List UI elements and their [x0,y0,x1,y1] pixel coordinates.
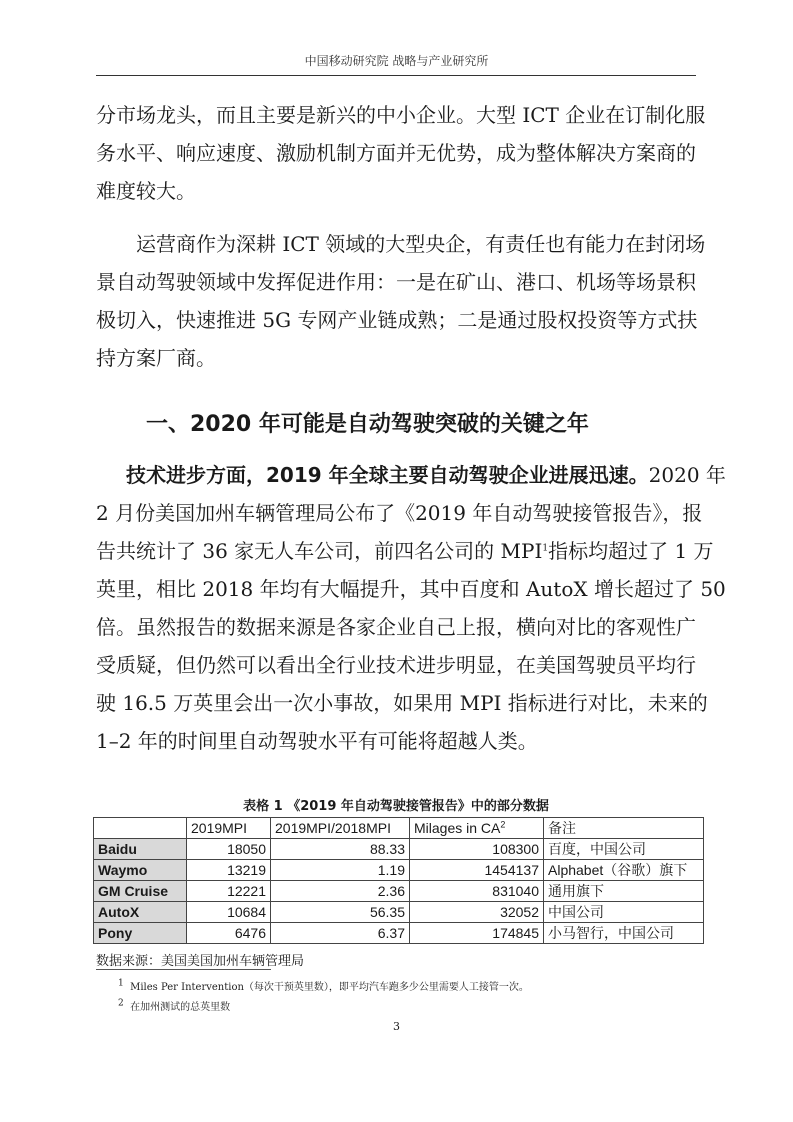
company-cell: Waymo [94,860,187,881]
header-cell-empty [94,818,187,839]
page-number: 3 [393,1020,400,1033]
table-caption: 表格 1 《2019 年自动驾驶接管报告》中的部分数据 [243,799,549,814]
milages-cell: 108300 [410,839,544,860]
milages-cell: 174845 [410,923,544,944]
paragraph-line: 分市场龙头，而且主要是新兴的中小企业。大型 ICT 企业在订制化服 [96,103,706,127]
table-row [94,860,704,881]
paragraph-text: 告共统计了 36 家无人车公司，前四名公司的 MPI [96,539,543,563]
ratio-cell: 2.36 [271,881,410,902]
paragraph-line: 极切入，快速推进 5G 专网产业链成熟；二是通过股权投资等方式扶 [96,308,698,332]
company-cell: AutoX [94,902,187,923]
ratio-cell: 56.35 [271,902,410,923]
paragraph-line: 驶 16.5 万英里会出一次小事故，如果用 MPI 指标进行对比，未来的 [96,691,708,715]
paragraph-lead-sentence: 技术进步方面，2019 年全球主要自动驾驶企业进展迅速。 [126,463,649,487]
ratio-cell: 1.19 [271,860,410,881]
paragraph-line: 运营商作为深耕 ICT 领域的大型央企，有责任也有能力在封闭场 [136,232,706,256]
table-source-note: 数据来源：美国美国加州车辆管理局 [96,954,305,969]
table-row [94,881,704,902]
paragraph-line [96,532,726,570]
milages-cell: 32052 [410,902,544,923]
footnote-text: 在加州测试的总英里数 [130,1002,231,1013]
header-divider [96,75,696,76]
footnote-divider [96,969,271,970]
mpi-cell: 6476 [187,923,271,944]
paragraph-2 [96,225,705,377]
header-cell-mpi: 2019MPI [187,818,271,839]
ratio-cell: 6.37 [271,923,410,944]
table-row [94,839,704,860]
paragraph-1 [96,96,705,210]
header-cell-ratio: 2019MPI/2018MPI [271,818,410,839]
footnote-mark: 1 [118,978,124,989]
milages-cell: 831040 [410,881,544,902]
ratio-cell: 88.33 [271,839,410,860]
paragraph-3 [96,456,726,760]
footnote-1 [118,978,529,993]
mpi-data-table [93,817,704,944]
paragraph-line: 倍。虽然报告的数据来源是各家企业自己上报，横向对比的客观性广 [96,615,696,639]
footnote-ref-2[interactable]: 2 [500,819,506,830]
milages-cell: 1454137 [410,860,544,881]
paragraph-line: 受质疑，但仍然可以看出全行业技术进步明显，在美国驾驶员平均行 [96,653,696,677]
page-header: 中国移动研究院 战略与产业研究所 [304,54,489,68]
footnote-2 [118,998,230,1013]
mpi-cell: 13219 [187,860,271,881]
table-row [94,923,704,944]
footnote-ref-1[interactable]: 1 [542,543,549,554]
paragraph-text: 指标均超过了 1 万 [548,539,714,563]
note-cell: Alphabet（谷歌）旗下 [544,860,704,881]
mpi-cell: 12221 [187,881,271,902]
company-cell: GM Cruise [94,881,187,902]
paragraph-line [96,456,726,494]
note-cell: 通用旗下 [544,881,704,902]
paragraph-line: 难度较大。 [96,179,196,203]
header-cell-milages [410,818,544,839]
paragraph-line: 持方案厂商。 [96,346,216,370]
paragraph-line: 景自动驾驶领域中发挥促进作用：一是在矿山、港口、机场等场景积 [96,270,696,294]
company-cell: Baidu [94,839,187,860]
note-cell: 小马智行，中国公司 [544,923,704,944]
note-cell: 百度，中国公司 [544,839,704,860]
mpi-cell: 18050 [187,839,271,860]
note-cell: 中国公司 [544,902,704,923]
paragraph-line: 英里，相比 2018 年均有大幅提升，其中百度和 AutoX 增长超过了 50 [96,577,726,601]
company-cell: Pony [94,923,187,944]
footnote-mark: 2 [118,998,124,1009]
paragraph-line: 1–2 年的时间里自动驾驶水平有可能将超越人类。 [96,729,538,753]
header-cell-milages-label: Milages in CA [414,820,501,836]
header-cell-note: 备注 [544,818,704,839]
section-heading: 一、2020 年可能是自动驾驶突破的关键之年 [146,412,589,437]
paragraph-line: 2 月份美国加州车辆管理局公布了《2019 年自动驾驶接管报告》，报 [96,501,703,525]
mpi-cell: 10684 [187,902,271,923]
table-row [94,902,704,923]
paragraph-text: 2020 年 [648,463,726,487]
paragraph-line: 务水平、响应速度、激励机制方面并无优势，成为整体解决方案商的 [96,141,696,165]
table-header-row [94,818,704,839]
footnote-text: Miles Per Intervention（每次干预英里数），即平均汽车跑多少公里需要人工接管一次。 [130,982,529,993]
